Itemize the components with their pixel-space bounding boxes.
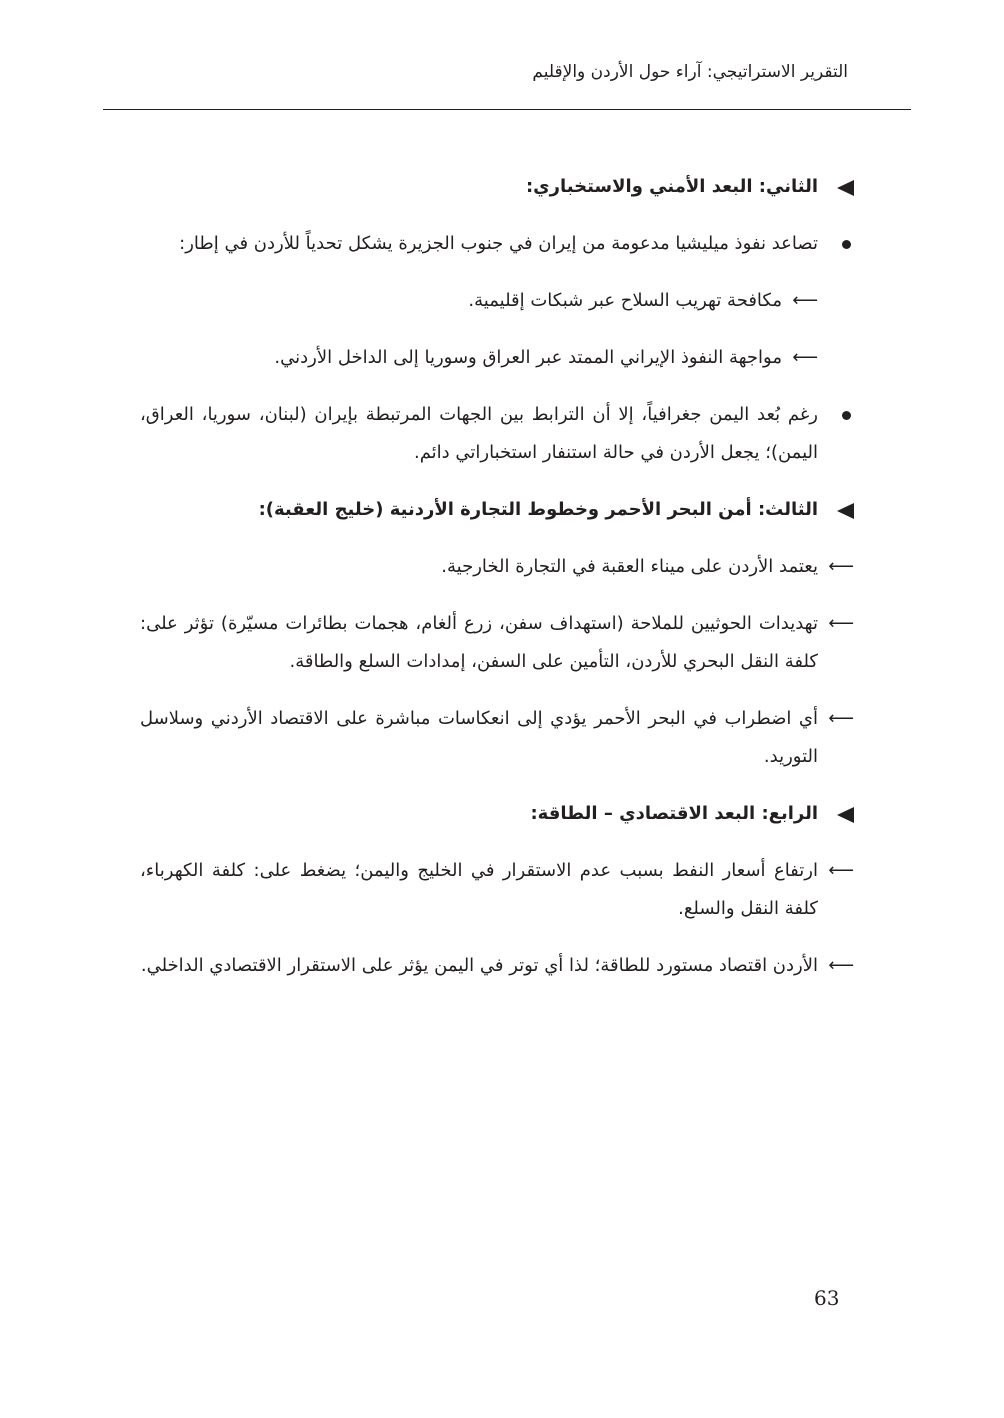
item-text: تهديدات الحوثيين للملاحة (استهداف سفن، زرع ألغام، هجمات بطائرات مسيّرة) تؤثر على: كلفة النقل البحري للأردن، التأمين على السفن، إمدادات السلع والطاقة.: [140, 613, 818, 672]
bullet-dot-icon: [842, 240, 851, 249]
left-arrow-icon: ⟵: [828, 613, 854, 634]
bullet-item: [140, 225, 854, 263]
triangle-pointer-icon: [837, 180, 854, 196]
triangle-pointer-icon: [837, 807, 854, 823]
item-text: الأردن اقتصاد مستورد للطاقة؛ لذا أي توتر في اليمن يؤثر على الاستقرار الاقتصادي الداخلي.: [140, 955, 818, 976]
list-item: [140, 548, 854, 586]
section-heading-red-sea: [140, 491, 854, 529]
left-arrow-icon: ⟵: [792, 290, 818, 311]
left-arrow-icon: ⟵: [828, 860, 854, 881]
left-arrow-icon: ⟵: [792, 347, 818, 368]
triangle-pointer-icon: [837, 503, 854, 519]
left-arrow-icon: ⟵: [828, 708, 854, 729]
bullet-dot-icon: [842, 411, 851, 420]
bullet-text: رغم بُعد اليمن جغرافياً، إلا أن الترابط بين الجهات المرتبطة بإيران (لبنان، سوريا، العراق، اليمن)؛ يجعل الأردن في حالة استنفار استخباراتي دائم.: [140, 404, 818, 463]
header-divider: [103, 109, 911, 110]
item-text: يعتمد الأردن على ميناء العقبة في التجارة الخارجية.: [441, 556, 818, 577]
bullet-item: [140, 396, 854, 472]
heading-text: الرابع: البعد الاقتصادي – الطاقة:: [530, 803, 818, 824]
left-arrow-icon: ⟵: [828, 955, 854, 976]
page-body: [140, 168, 854, 1004]
item-text: أي اضطراب في البحر الأحمر يؤدي إلى انعكاسات مباشرة على الاقتصاد الأردني وسلاسل التوريد.: [140, 708, 818, 767]
list-item: [140, 700, 854, 776]
heading-text: الثاني: البعد الأمني والاستخباري:: [525, 176, 818, 197]
list-item: [140, 852, 854, 928]
sub-item-text: مواجهة النفوذ الإيراني الممتد عبر العراق وسوريا إلى الداخل الأردني.: [274, 347, 782, 368]
page-number: 63: [814, 1286, 840, 1310]
sub-list-item: [140, 282, 854, 320]
left-arrow-icon: ⟵: [828, 556, 854, 577]
sub-item-text: مكافحة تهريب السلاح عبر شبكات إقليمية.: [468, 290, 782, 311]
list-item: [140, 947, 854, 985]
bullet-text: تصاعد نفوذ ميليشيا مدعومة من إيران في جنوب الجزيرة يشكل تحدياً للأردن في إطار:: [179, 233, 818, 254]
section-heading-security: [140, 168, 854, 206]
list-item: [140, 605, 854, 681]
heading-text: الثالث: أمن البحر الأحمر وخطوط التجارة الأردنية (خليج العقبة):: [258, 499, 818, 520]
running-header-title: التقرير الاستراتيجي: آراء حول الأردن والإقليم: [532, 62, 848, 82]
sub-list-item: [140, 339, 854, 377]
section-heading-economy: [140, 795, 854, 833]
item-text: ارتفاع أسعار النفط بسبب عدم الاستقرار في الخليج واليمن؛ يضغط على: كلفة الكهرباء، كلفة النقل والسلع.: [140, 860, 818, 919]
